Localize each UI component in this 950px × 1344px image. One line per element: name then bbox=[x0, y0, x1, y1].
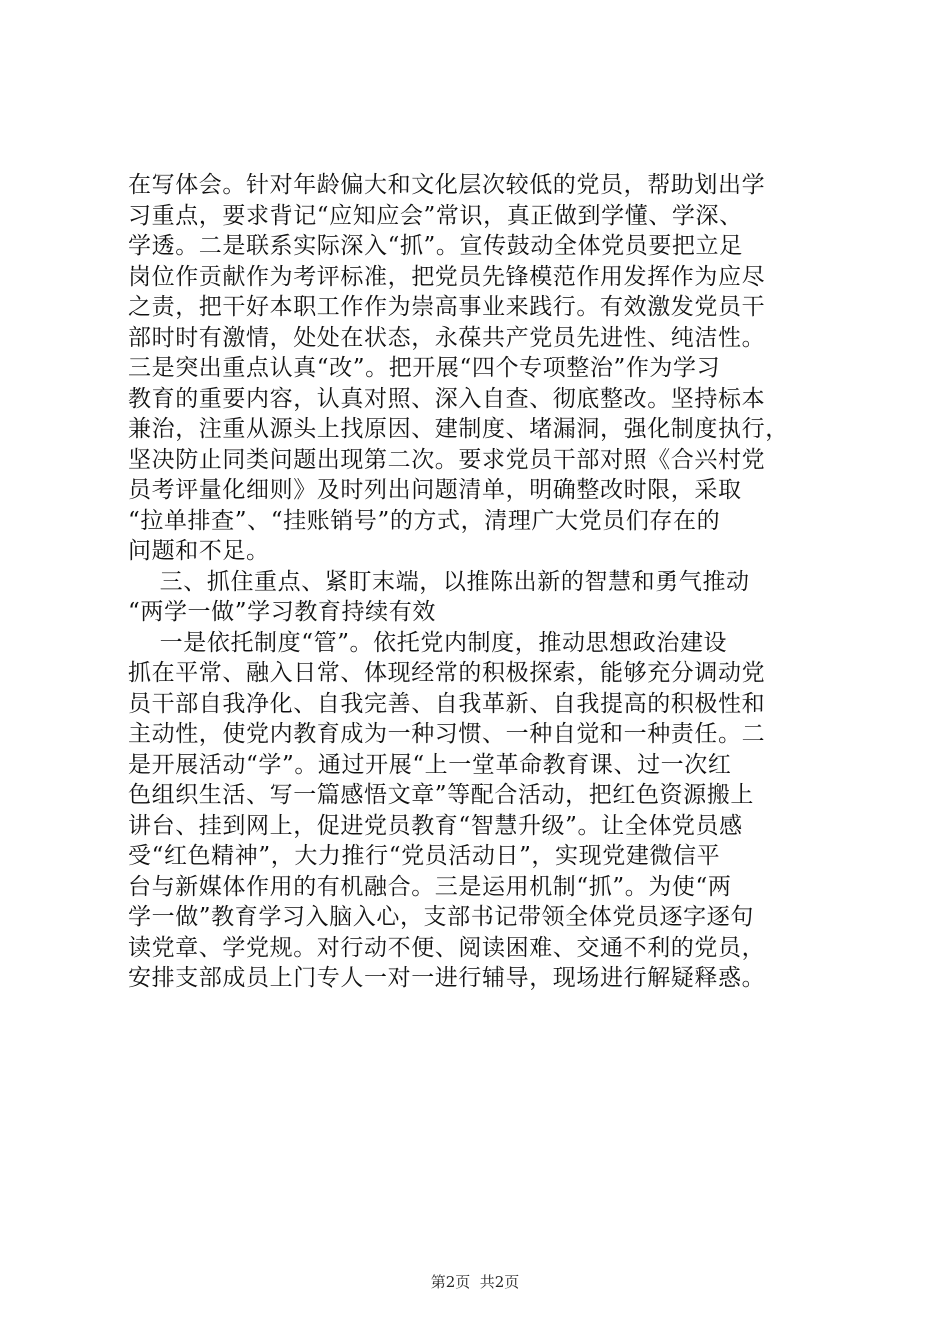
text-line: 是开展活动“学”。通过开展“上一堂革命教育课、过一次红 bbox=[128, 751, 732, 778]
text-line: 部时时有激情，处处在状态，永葆共产党员先进性、纯洁性。 bbox=[128, 324, 766, 351]
text-line: 岗位作贡献作为考评标准，把党员先锋模范作用发挥作为应尽 bbox=[128, 263, 766, 290]
text-line: 问题和不足。 bbox=[128, 538, 270, 564]
text-line: 主动性，使党内教育成为一种习惯、一种自觉和一种责任。二 bbox=[128, 721, 766, 747]
text-line: 坚决防止同类问题出现第二次。要求党员干部对照《合兴村党 bbox=[128, 446, 766, 473]
text-line: 读党章、学党规。对行动不便、阅读困难、交通不利的党员， bbox=[128, 934, 766, 961]
text-line: 讲台、挂到网上，促进党员教育“智慧升级”。让全体党员感 bbox=[128, 812, 743, 839]
text-line: 之责，把干好本职工作作为崇高事业来践行。有效激发党员干 bbox=[128, 294, 766, 320]
text-line: 台与新媒体作用的有机融合。三是运用机制“抓”。为使“两 bbox=[128, 873, 732, 900]
body-text bbox=[128, 170, 828, 994]
text-line: 员考评量化细则》及时列出问题清单，明确整改时限，采取 bbox=[128, 477, 742, 503]
text-line: 习重点，要求背记“应知应会”常识，真正做到学懂、学深、 bbox=[128, 202, 743, 229]
text-line: 色组织生活、写一篇感悟文章”等配合活动，把红色资源搬上 bbox=[128, 782, 754, 808]
text-line: 三是突出重点认真“改”。把开展“四个专项整治”作为学习 bbox=[128, 355, 721, 381]
text-line: 员干部自我净化、自我完善、自我革新、自我提高的积极性和 bbox=[128, 690, 766, 717]
text-line: 学一做”教育学习入脑入心，支部书记带领全体党员逐字逐句 bbox=[128, 904, 754, 930]
text-line: 一是依托制度“管”。依托党内制度，推动思想政治建设 bbox=[128, 629, 728, 656]
text-line: “拉单排查”、“挂账销号”的方式，清理广大党员们存在的 bbox=[128, 507, 721, 534]
text-line: 在写体会。针对年龄偏大和文化层次较低的党员，帮助划出学 bbox=[128, 172, 766, 198]
text-line: 安排支部成员上门专人一对一进行辅导，现场进行解疑释惑。 bbox=[128, 965, 766, 991]
text-line: 抓在平常、融入日常、体现经常的积极探索，能够充分调动党 bbox=[128, 660, 766, 686]
text-line: 兼治，注重从源头上找原因、建制度、堵漏洞，强化制度执行， bbox=[128, 416, 789, 442]
section-heading-line: “两学一做”学习教育持续有效 bbox=[128, 599, 436, 625]
text-line: 学透。二是联系实际深入“抓”。宣传鼓动全体党员要把立足 bbox=[128, 233, 743, 259]
page-number-footer: 第2页 共2页 bbox=[430, 1273, 520, 1291]
text-line: 受“红色精神”，大力推行“党员活动日”，实现党建微信平 bbox=[128, 843, 721, 869]
section-heading-line: 三、抓住重点、紧盯末端，以推陈出新的智慧和勇气推动 bbox=[128, 568, 750, 595]
text-line: 教育的重要内容，认真对照、深入自查、彻底整改。坚持标本 bbox=[128, 385, 766, 412]
